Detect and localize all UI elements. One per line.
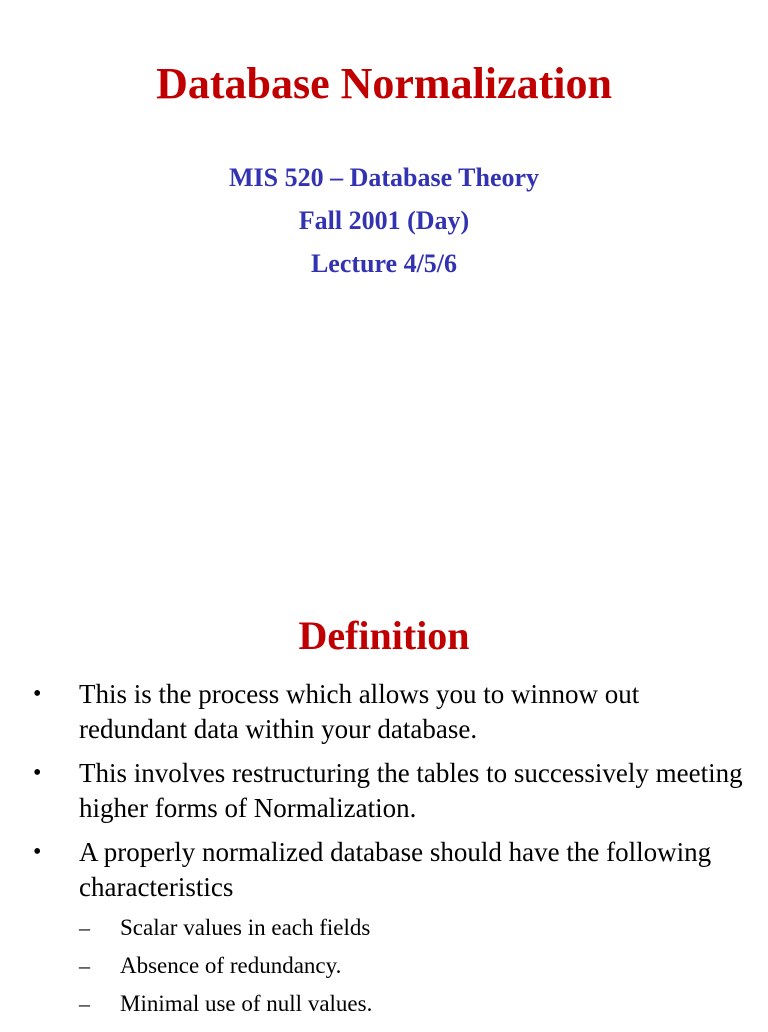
semester: Fall 2001 (Day) [298,206,470,235]
bullet-text: This involves restructuring the tables to successively meeting higher forms of Normalization. [79,758,743,823]
sub-bullet-marker: – [79,915,90,940]
slide-title: Database Normalization [156,59,612,108]
bullet-marker: • [33,760,42,786]
bullet-item [0,677,768,747]
bullet-item [0,835,768,1023]
sub-bullet-list [79,909,748,1023]
sub-bullet-marker: – [79,991,90,1016]
subtitle-block [0,160,768,289]
bullet-list [0,677,768,1032]
sub-bullet-text: Scalar values in each fields [120,915,371,940]
bullet-marker: • [33,681,42,707]
bullet-text: A properly normalized database should have the following characteristics [79,837,712,902]
sub-bullet-marker: – [79,953,90,978]
sub-bullet-item [79,985,748,1023]
sub-bullet-item [79,947,748,985]
definition-slide [0,512,768,1024]
title-slide [0,0,768,512]
slide-title: Definition [298,613,470,658]
sub-bullet-item [79,909,748,947]
sub-bullet-text: Minimal use of null values. [120,991,373,1016]
lecture-number: Lecture 4/5/6 [310,249,458,278]
bullet-marker: • [33,839,42,865]
sub-bullet-text: Absence of redundancy. [120,953,342,978]
course-name: MIS 520 – Database Theory [228,163,540,192]
bullet-item [0,756,768,826]
bullet-text: This is the process which allows you to winnow out redundant data within your database. [79,679,640,744]
